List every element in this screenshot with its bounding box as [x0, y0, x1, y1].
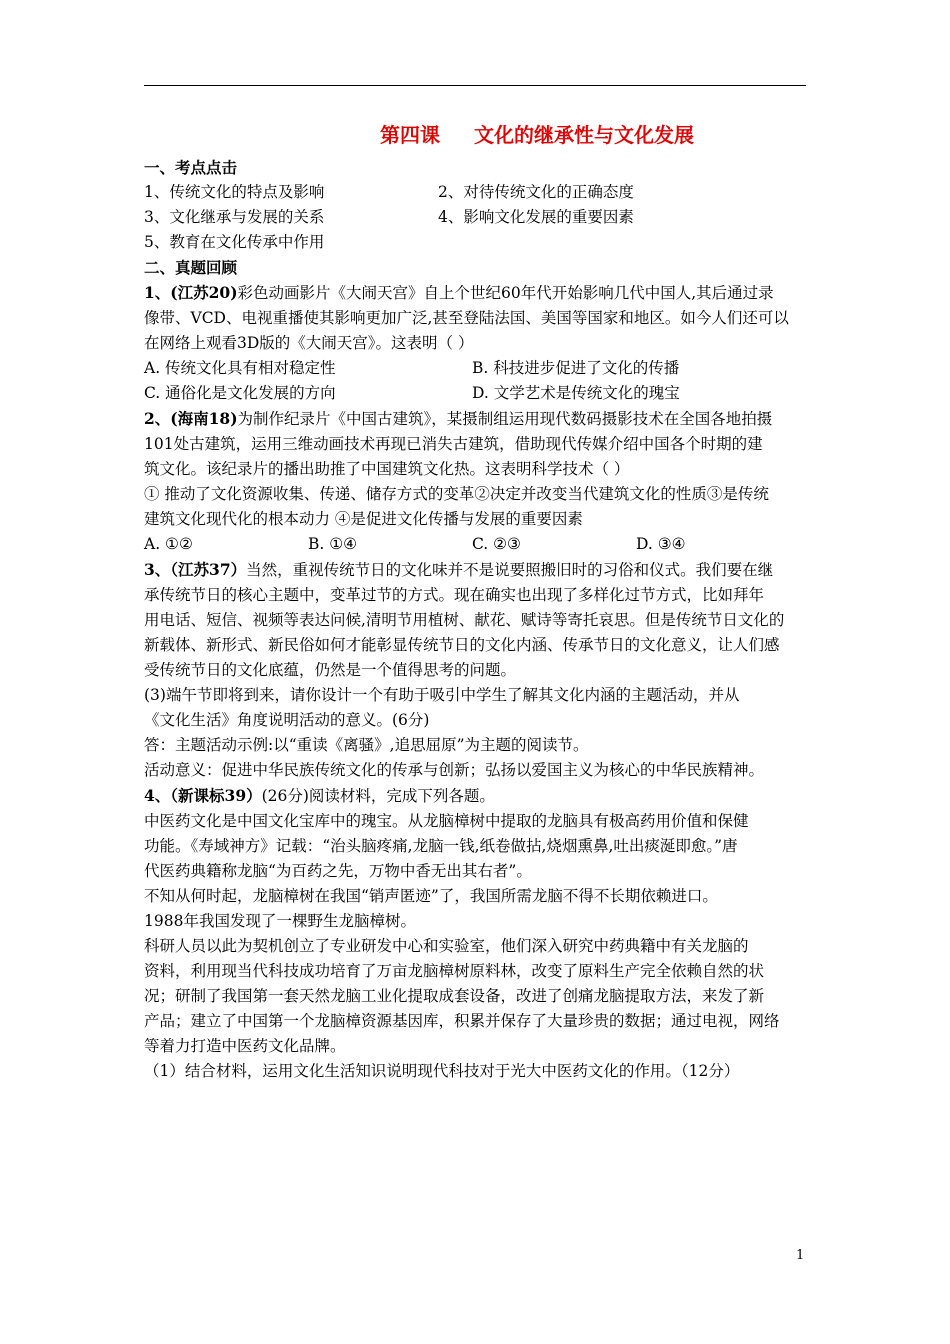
q1-option-b: B. 科技进步促进了文化的传播	[472, 359, 680, 377]
q3-answer-1: 答：主题活动示例:以“重读《离骚》,追思屈原”为主题的阅读节。	[144, 736, 589, 754]
q3-line-5: 受传统节日的文化底蕴，仍然是一个值得思考的问题。	[144, 661, 517, 679]
title-lesson: 第四课	[380, 123, 440, 147]
q4-line-9: 产品；建立了中国第一个龙脑樟资源基因库，积累并保存了大量珍贵的数据；通过电视，网络	[144, 1012, 780, 1030]
q1-line-3: 在网络上观看3D版的《大闹天宫》。这表明（ ）	[144, 334, 474, 352]
q1-label: 1、(江苏20)	[144, 283, 238, 302]
q2-line-4: ① 推动了文化资源收集、传递、储存方式的变革②决定并改变当代建筑文化的性质③是传统	[144, 485, 769, 503]
q4-line-1: 中医药文化是中国文化宝库中的瑰宝。从龙脑樟树中提取的龙脑具有极高药用价值和保健	[144, 812, 749, 830]
q1-option-a: A. 传统文化具有相对稳定性	[144, 359, 336, 377]
q1-option-d: D. 文学艺术是传统文化的瑰宝	[472, 384, 680, 402]
q2-line-2: 101处古建筑，运用三维动画技术再现已消失古建筑，借助现代传媒介绍中国各个时期的建	[144, 435, 763, 453]
q3-line-2: 承传统节日的核心主题中，变革过节的方式。现在确实也出现了多样化过节方式，比如拜年	[144, 586, 765, 604]
q2-line-5: 建筑文化现代化的根本动力 ④是促进文化传播与发展的重要因素	[144, 510, 583, 528]
q4-line-7: 资料，利用现当代科技成功培育了万亩龙脑樟树原料林，改变了原料生产完全依赖自然的状	[144, 962, 765, 980]
q1-options-row-1	[144, 356, 808, 381]
document-body	[144, 120, 808, 1084]
q4-label: 4、（新课标39）	[144, 786, 262, 805]
point-4: 4、影响文化发展的重要因素	[438, 208, 634, 226]
q3-line-1: 3、（江苏37）当然，重视传统节日的文化味并不是说要照搬旧时的习俗和仪式。我们要在继	[144, 560, 774, 579]
q2-line-3: 筑文化。该纪录片的播出助推了中国建筑文化热。这表明科学技术（ ）	[144, 460, 630, 478]
q2-option-a: A. ①②	[144, 535, 193, 553]
q2-options	[144, 532, 808, 557]
page-number: 1	[796, 1248, 805, 1263]
q3-answer-2: 活动意义：促进中华民族传统文化的传承与创新；弘扬以爱国主义为核心的中华民族精神。	[144, 761, 765, 779]
q2-option-d: D. ③④	[636, 535, 686, 553]
point-3: 3、文化继承与发展的关系	[144, 208, 325, 226]
q3-line-4: 新载体、新形式、新民俗如何才能彰显传统节日的文化内涵、传承节日的文化意义，让人们感	[144, 636, 780, 654]
q4-line-0: 4、（新课标39）(26分)阅读材料，完成下列各题。	[144, 786, 495, 805]
q4-line-10: 等着力打造中医药文化品牌。	[144, 1037, 346, 1055]
q4-line-11: （1）结合材料，运用文化生活知识说明现代科技对于光大中医药文化的作用。（12分）	[144, 1062, 740, 1080]
q2-line-1: 2、(海南18)为制作纪录片《中国古建筑》，某摄制组运用现代数码摄影技术在全国各地拍摄	[144, 409, 773, 428]
q2-label: 2、(海南18)	[144, 409, 238, 428]
q4-line-8: 况；研制了我国第一套天然龙脑工业化提取成套设备，改进了创痛龙脑提取方法，来发了新	[144, 987, 765, 1005]
point-2: 2、对待传统文化的正确态度	[438, 183, 634, 201]
page-title	[144, 120, 808, 150]
q4-line-4: 不知从何时起，龙脑樟树在我国“销声匿迹”了，我国所需龙脑不得不长期依赖进口。	[144, 887, 718, 905]
points-row-1	[144, 180, 808, 205]
point-1: 1、传统文化的特点及影响	[144, 183, 325, 201]
q4-line-5: 1988年我国发现了一棵野生龙脑樟树。	[144, 912, 416, 930]
q1-option-c: C. 通俗化是文化发展的方向	[144, 384, 336, 402]
section-heading-points: 一、考点点击	[144, 158, 238, 177]
title-topic: 文化的继承性与文化发展	[474, 123, 694, 147]
points-row-2	[144, 205, 808, 230]
q4-line-3: 代医药典籍称龙脑“为百药之先，万物中香无出其右者”。	[144, 862, 532, 880]
q4-line-6: 科研人员以此为契机创立了专业研发中心和实验室，他们深入研究中药典籍中有关龙脑的	[144, 937, 749, 955]
q1-options-row-2	[144, 381, 808, 406]
section-heading-review: 二、真题回顾	[144, 258, 238, 277]
q3-sub-2: 《文化生活》角度说明活动的意义。(6分)	[144, 711, 430, 729]
q2-option-c: C. ②③	[472, 535, 521, 553]
header-rule	[144, 85, 806, 86]
q3-line-3: 用电话、短信、视频等表达问候,清明节用植树、献花、赋诗等寄托哀思。但是传统节日文化的	[144, 611, 785, 629]
q4-line-2: 功能。《寿域神方》记载：“治头脑疼痛,龙脑一钱,纸卷做拈,烧烟熏鼻,吐出痰涎即愈。”唐	[144, 837, 738, 855]
q3-sub-1: (3)端午节即将到来，请你设计一个有助于吸引中学生了解其文化内涵的主题活动，并从	[144, 686, 740, 704]
q2-option-b: B. ①④	[308, 535, 358, 553]
q1-line-1: 1、(江苏20)彩色动画影片《大闹天宫》自上个世纪60年代开始影响几代中国人,其后通过录	[144, 283, 774, 302]
q1-line-2: 像带、VCD、电视重播使其影响更加广泛,甚至登陆法国、美国等国家和地区。如今人们还可以	[144, 309, 789, 327]
point-5: 5、教育在文化传承中作用	[144, 233, 325, 251]
q3-label: 3、（江苏37）	[144, 560, 247, 579]
